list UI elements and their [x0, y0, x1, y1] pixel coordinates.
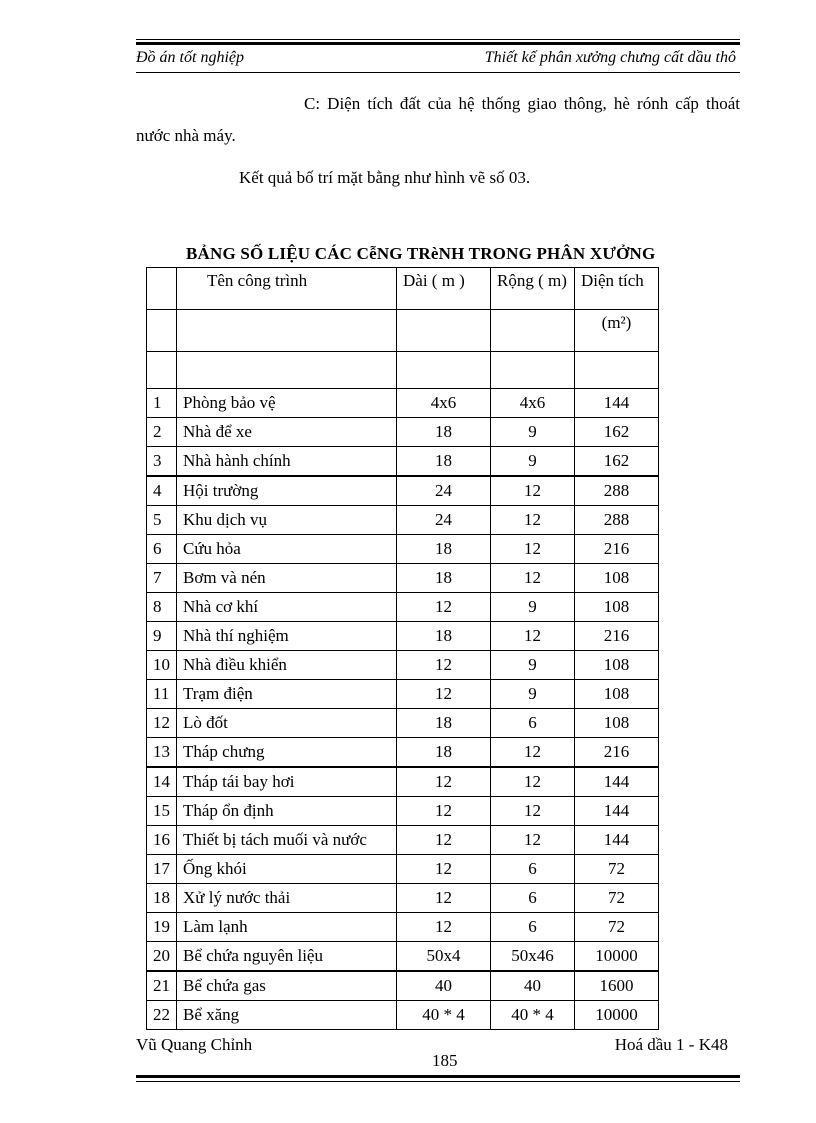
row-name: Lò đốt	[177, 709, 397, 738]
table-row	[147, 418, 659, 447]
row-area: 216	[575, 535, 659, 564]
row-length: 12	[397, 593, 491, 622]
row-number: 20	[147, 942, 177, 972]
row-name: Thiết bị tách muối và nước	[177, 826, 397, 855]
table-row	[147, 1001, 659, 1030]
table-row	[147, 855, 659, 884]
row-length: 18	[397, 418, 491, 447]
row-name: Hội trường	[177, 476, 397, 506]
table-row	[147, 826, 659, 855]
paragraph-result: Kết quả bố trí mặt bằng như hình vẽ số 03.	[239, 168, 531, 187]
row-name: Phòng bảo vệ	[177, 389, 397, 418]
header-length: Dài ( m )	[397, 268, 491, 310]
row-width: 50x46	[491, 942, 575, 972]
row-number: 15	[147, 797, 177, 826]
row-length: 24	[397, 506, 491, 535]
page-number: 185	[432, 1051, 458, 1070]
row-name: Nhà cơ khí	[177, 593, 397, 622]
header-width: Rộng ( m)	[491, 268, 575, 310]
row-width: 12	[491, 767, 575, 797]
row-area: 108	[575, 593, 659, 622]
row-area: 108	[575, 564, 659, 593]
row-name: Bể chứa gas	[177, 971, 397, 1001]
buildings-table	[146, 267, 659, 1030]
blank-cell	[177, 310, 397, 352]
blank-cell	[397, 352, 491, 389]
header-left-text: Đồ án tốt nghiệp	[136, 49, 244, 66]
row-area: 288	[575, 476, 659, 506]
row-area: 108	[575, 651, 659, 680]
row-width: 6	[491, 913, 575, 942]
blank-cell	[491, 352, 575, 389]
row-number: 6	[147, 535, 177, 564]
row-width: 6	[491, 884, 575, 913]
row-length: 12	[397, 651, 491, 680]
row-length: 40 * 4	[397, 1001, 491, 1030]
header-unit-row	[147, 310, 659, 352]
table-row	[147, 389, 659, 418]
row-width: 40	[491, 971, 575, 1001]
table-row	[147, 622, 659, 651]
header-rule-thin	[136, 39, 740, 40]
row-length: 12	[397, 826, 491, 855]
table-row	[147, 680, 659, 709]
row-width: 9	[491, 418, 575, 447]
row-length: 12	[397, 855, 491, 884]
row-area: 144	[575, 826, 659, 855]
row-width: 12	[491, 826, 575, 855]
table-row	[147, 797, 659, 826]
row-name: Trạm điện	[177, 680, 397, 709]
row-number: 17	[147, 855, 177, 884]
row-number: 10	[147, 651, 177, 680]
row-name: Tháp ổn định	[177, 797, 397, 826]
row-width: 9	[491, 680, 575, 709]
table-row	[147, 535, 659, 564]
header-rule-thick	[136, 42, 740, 45]
table-row	[147, 651, 659, 680]
row-number: 14	[147, 767, 177, 797]
row-area: 10000	[575, 1001, 659, 1030]
row-width: 6	[491, 709, 575, 738]
footer-rule-thick	[136, 1075, 740, 1078]
row-number: 22	[147, 1001, 177, 1030]
row-name: Tháp tái bay hơi	[177, 767, 397, 797]
row-area: 144	[575, 767, 659, 797]
row-number: 19	[147, 913, 177, 942]
row-name: Khu dịch vụ	[177, 506, 397, 535]
row-name: Bể xăng	[177, 1001, 397, 1030]
table-row	[147, 971, 659, 1001]
row-length: 24	[397, 476, 491, 506]
row-area: 1600	[575, 971, 659, 1001]
row-area: 216	[575, 738, 659, 768]
blank-cell	[575, 352, 659, 389]
row-area: 144	[575, 389, 659, 418]
row-number: 7	[147, 564, 177, 593]
row-length: 18	[397, 535, 491, 564]
table-row	[147, 476, 659, 506]
paragraph-c: C: Diện tích đất của hệ thống giao thông, hè rónh cấp thoát nước nhà máy.	[136, 94, 740, 145]
row-area: 216	[575, 622, 659, 651]
row-number: 9	[147, 622, 177, 651]
table-row	[147, 913, 659, 942]
row-name: Nhà để xe	[177, 418, 397, 447]
row-width: 12	[491, 622, 575, 651]
row-name: Tháp chưng	[177, 738, 397, 768]
row-name: Nhà hành chính	[177, 447, 397, 477]
row-length: 12	[397, 913, 491, 942]
blank-cell	[177, 352, 397, 389]
row-name: Xử lý nước thải	[177, 884, 397, 913]
row-length: 18	[397, 447, 491, 477]
table-row	[147, 506, 659, 535]
table-row	[147, 709, 659, 738]
table-row	[147, 564, 659, 593]
row-area: 162	[575, 418, 659, 447]
row-width: 4x6	[491, 389, 575, 418]
header-right-text: Thiết kế phân xưởng chưng cất dầu thô	[484, 49, 736, 66]
footer-class: Hoá dầu 1 - K48	[614, 1035, 728, 1054]
row-length: 12	[397, 884, 491, 913]
row-area: 108	[575, 680, 659, 709]
header-rule-bottom	[136, 72, 740, 73]
table-row	[147, 593, 659, 622]
row-number: 13	[147, 738, 177, 768]
row-number: 3	[147, 447, 177, 477]
row-width: 12	[491, 506, 575, 535]
row-number: 18	[147, 884, 177, 913]
row-length: 18	[397, 622, 491, 651]
row-number: 5	[147, 506, 177, 535]
table-row	[147, 942, 659, 972]
row-number: 11	[147, 680, 177, 709]
footer-rule-thin	[136, 1081, 740, 1082]
row-area: 108	[575, 709, 659, 738]
row-length: 12	[397, 767, 491, 797]
row-area: 10000	[575, 942, 659, 972]
row-name: Cứu hỏa	[177, 535, 397, 564]
row-number: 2	[147, 418, 177, 447]
row-number: 8	[147, 593, 177, 622]
row-length: 18	[397, 738, 491, 768]
header-area-unit: (m²)	[575, 310, 659, 352]
table-row	[147, 767, 659, 797]
row-name: Nhà điều khiển	[177, 651, 397, 680]
spacer-row	[147, 352, 659, 389]
page-header	[136, 49, 740, 71]
row-width: 9	[491, 447, 575, 477]
blank-cell	[147, 352, 177, 389]
header-name: Tên công trình	[177, 268, 397, 310]
row-width: 12	[491, 797, 575, 826]
row-width: 40 * 4	[491, 1001, 575, 1030]
row-width: 12	[491, 564, 575, 593]
row-width: 12	[491, 476, 575, 506]
table-row	[147, 738, 659, 768]
row-length: 18	[397, 564, 491, 593]
row-area: 72	[575, 913, 659, 942]
row-number: 21	[147, 971, 177, 1001]
row-width: 9	[491, 593, 575, 622]
row-width: 12	[491, 535, 575, 564]
table-title: BẢNG SỐ LIỆU CÁC CễNG TRèNH TRONG PHÂN XƯỞNG	[186, 244, 656, 263]
header-no-cell	[147, 268, 177, 310]
table-row	[147, 884, 659, 913]
header-row	[147, 268, 659, 310]
row-name: Ống khói	[177, 855, 397, 884]
row-area: 162	[575, 447, 659, 477]
row-number: 4	[147, 476, 177, 506]
footer-author: Vũ Quang Chỉnh	[136, 1035, 253, 1054]
blank-cell	[147, 310, 177, 352]
row-length: 50x4	[397, 942, 491, 972]
row-area: 72	[575, 855, 659, 884]
row-width: 6	[491, 855, 575, 884]
row-length: 4x6	[397, 389, 491, 418]
row-area: 144	[575, 797, 659, 826]
blank-cell	[397, 310, 491, 352]
row-name: Nhà thí nghiệm	[177, 622, 397, 651]
row-length: 40	[397, 971, 491, 1001]
row-name: Làm lạnh	[177, 913, 397, 942]
row-length: 12	[397, 680, 491, 709]
blank-cell	[491, 310, 575, 352]
row-area: 288	[575, 506, 659, 535]
header-area: Diện tích	[575, 268, 659, 310]
row-width: 9	[491, 651, 575, 680]
row-number: 12	[147, 709, 177, 738]
row-name: Bể chứa nguyên liệu	[177, 942, 397, 972]
table-row	[147, 447, 659, 477]
row-number: 16	[147, 826, 177, 855]
row-area: 72	[575, 884, 659, 913]
row-name: Bơm và nén	[177, 564, 397, 593]
row-length: 12	[397, 797, 491, 826]
row-number: 1	[147, 389, 177, 418]
row-length: 18	[397, 709, 491, 738]
row-width: 12	[491, 738, 575, 768]
